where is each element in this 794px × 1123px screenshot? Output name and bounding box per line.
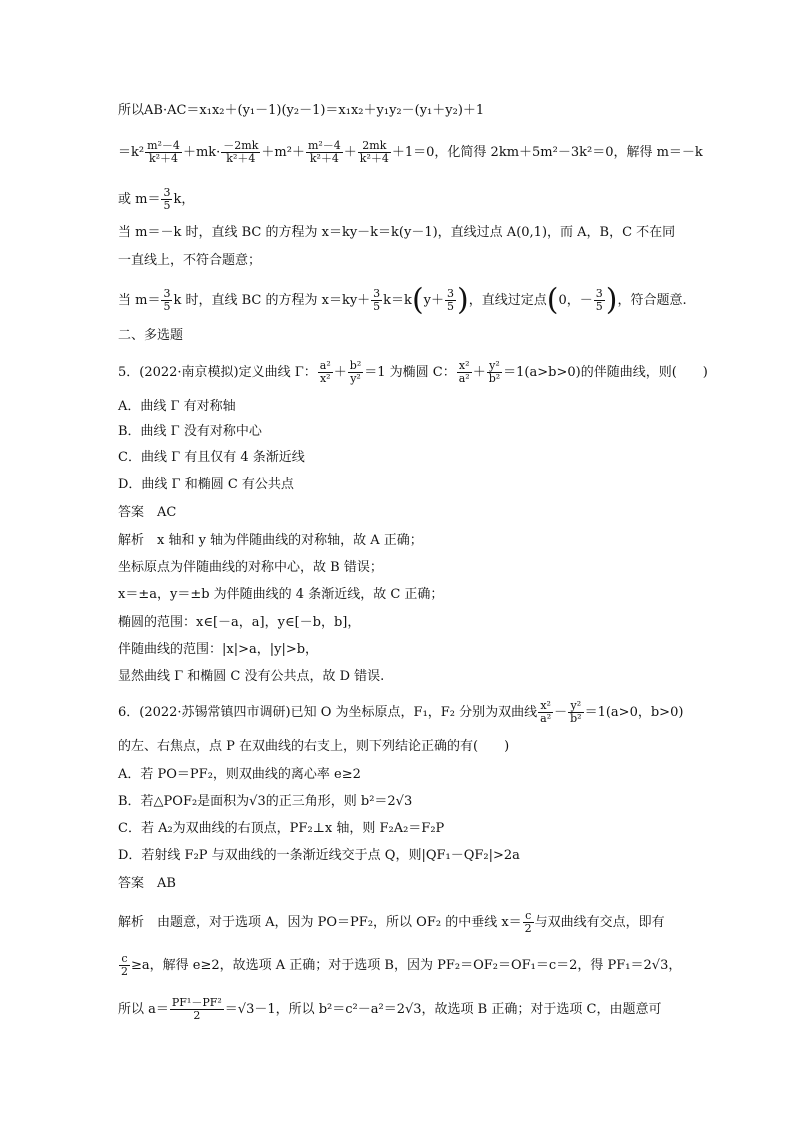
fraction: $\frac{3}{5}$ <box>595 287 603 313</box>
option-c: C．若 A₂为双曲线的右顶点，PF₂⊥x 轴，则 F₂A₂＝F₂P <box>118 821 445 836</box>
option-d: D．曲线 Γ 和椭圆 C 有公共点 <box>118 477 294 492</box>
formula-line: ＝k² $\frac{\text{m²－4}}{\text{k²＋4}}$ ＋mk· $\frac{-2mk}{\text{k²＋4}}$ ＋m²＋ $\frac{\text{m²－4}}{\text{k²＋4}}$ ＋ $\frac{2mk}{\text{k²＋4}}$ ＋1＝0，化简得 2km＋5m²－3k²＝0，解得 m＝－k <box>118 139 703 165</box>
analysis-line: 显然曲线 Γ 和椭圆 C 没有公共点，故 D 错误. <box>118 669 385 684</box>
analysis-line: 伴随曲线的范围：|x|>a，|y|>b， <box>118 642 319 657</box>
option-a: A．若 PO＝PF₂，则双曲线的离心率 e≥2 <box>118 767 361 782</box>
answer-line: 答案 AC <box>118 505 177 520</box>
fraction: $\frac{2mk}{\text{k²＋4}}$ <box>359 139 389 165</box>
fraction: $\frac{-2mk}{\text{k²＋4}}$ <box>223 139 259 165</box>
fraction: $\frac{c}{2}$ <box>524 909 532 935</box>
analysis-line: 解析 x 轴和 y 轴为伴随曲线的对称轴，故 A 正确； <box>118 533 423 548</box>
section-heading: 二、多选题 <box>118 328 184 343</box>
analysis-line: $\frac{c}{2}$ ≥a，解得 e≥2，故选项 A 正确；对于选项 B，因为 PF₂＝OF₂＝OF₁＝c＝2，得 PF₁＝2√3， <box>121 952 682 978</box>
fraction: $\frac{3}{5}$ <box>373 287 381 313</box>
option-a: A．曲线 Γ 有对称轴 <box>118 399 236 414</box>
fraction: $\frac{\text{PF¹－PF²}}{2}$ <box>171 996 222 1022</box>
formula-line: 或 m＝ $\frac{3}{5}$ k， <box>118 186 195 212</box>
fraction: $\frac{3}{5}$ <box>163 287 171 313</box>
question-stem: 5．(2022·南京模拟)定义曲线 Γ： $\frac{\text{a²}}{\text{x²}}$ ＋ $\frac{\text{b²}}{\text{y²}}$ ＝1 为椭圆 C： $\frac{\text{x²}}{\text{a²}}$ ＋ $\frac{\text{y²}}{\text{b²}}$ ＝1(a>b>0)的伴随曲线，则( ) <box>118 359 708 385</box>
option-b: B．若△POF₂是面积为√3的正三角形，则 b²＝2√3 <box>118 794 413 809</box>
fraction: $\frac{\text{m²－4}}{\text{k²＋4}}$ <box>307 139 341 165</box>
fraction: $\frac{\text{m²－4}}{\text{k²＋4}}$ <box>147 139 180 165</box>
fraction: $\frac{\text{b²}}{\text{y²}}$ <box>349 359 362 385</box>
analysis-line: 坐标原点为伴随曲线的对称中心，故 B 错误； <box>118 560 383 575</box>
question-stem: 6．(2022·苏锡常镇四市调研)已知 O 为坐标原点，F₁，F₂ 分别为双曲线 $\frac{\text{x²}}{\text{a²}}$ － $\frac{\text{y²}}{\text{b²}}$ ＝1(a>0，b>0) <box>118 699 684 725</box>
fraction: $\frac{\text{y²}}{\text{b²}}$ <box>488 359 501 385</box>
fraction: $\frac{\text{x²}}{\text{a²}}$ <box>540 699 552 725</box>
analysis-line: 所以 a＝ $\frac{\text{PF¹－PF²}}{2}$ ＝√3－1，所以 b²＝c²－a²＝2√3，故选项 B 正确；对于选项 C，由题意可 <box>118 996 662 1022</box>
paren-close: ) <box>605 282 618 318</box>
analysis-line: 椭圆的范围：x∈[－a，a]，y∈[－b，b]， <box>118 615 361 630</box>
fraction: $\frac{\text{x²}}{\text{a²}}$ <box>458 359 470 385</box>
fraction: $\frac{3}{5}$ <box>447 287 455 313</box>
option-c: C．曲线 Γ 有且仅有 4 条渐近线 <box>118 450 305 465</box>
option-d: D．若射线 F₂P 与双曲线的一条渐近线交于点 Q，则|QF₁－QF₂|>2a <box>118 848 520 863</box>
formula-line: 当 m＝ $\frac{3}{5}$ k 时，直线 BC 的方程为 x＝ky＋ $\frac{3}{5}$ k＝k(y＋ $\frac{3}{5}$ )，直线过定点(0，－ $\frac{3}{5}$ )，符合题意. <box>118 282 687 318</box>
text-line: 一直线上，不符合题意； <box>118 253 262 268</box>
paren-open: ( <box>546 282 559 318</box>
fraction: $\frac{c}{2}$ <box>121 952 128 978</box>
answer-line: 答案 AB <box>118 876 176 891</box>
fraction: $\frac{\text{y²}}{\text{b²}}$ <box>570 699 582 725</box>
analysis-line: 解析 由题意，对于选项 A，因为 PO＝PF₂，所以 OF₂ 的中垂线 x＝ $\frac{c}{2}$ 与双曲线有交点，即有 <box>118 909 665 935</box>
text-line: 当 m＝－k 时，直线 BC 的方程为 x＝ky－k＝k(y－1)，直线过点 A(0,1)，而 A，B，C 不在同 <box>118 225 676 240</box>
analysis-line: x＝±a，y＝±b 为伴随曲线的 4 条渐近线，故 C 正确； <box>118 587 444 602</box>
paren-close: ) <box>457 282 469 318</box>
fraction: $\frac{\text{a²}}{\text{x²}}$ <box>319 359 331 385</box>
fraction: $\frac{3}{5}$ <box>163 186 171 212</box>
question-stem: 的左、右焦点，点 P 在双曲线的右支上，则下列结论正确的有( ) <box>118 739 510 754</box>
paren-open: ( <box>411 282 424 318</box>
text-line: 所以AB·AC＝x₁x₂＋(y₁－1)(y₂－1)＝x₁x₂＋y₁y₂－(y₁＋y₂)＋1 <box>118 103 485 118</box>
option-b: B．曲线 Γ 没有对称中心 <box>118 424 262 439</box>
